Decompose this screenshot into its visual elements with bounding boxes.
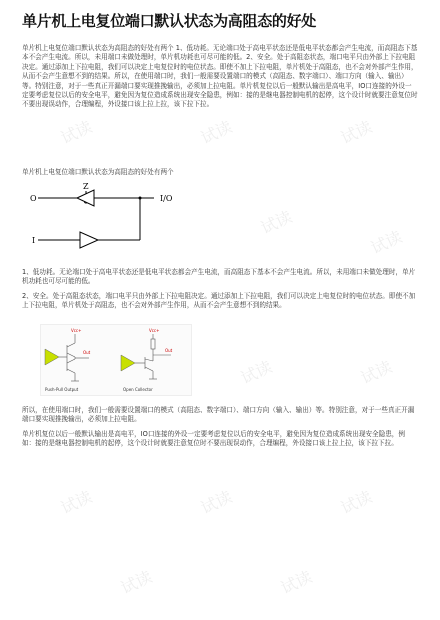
- vcc-left-label: Vcc+: [71, 328, 82, 333]
- watermark: 试读: [57, 117, 95, 148]
- paragraph-intro: 单片机上电复位端口默认状态为高阻态的好处有两个 1、低功耗。无论端口处于高电平状态还是低电平状态都会产生电流，而高阻态下基本不会产生电流。所以，未用端口未做处理时，单片机功耗也可尽可能的低。2、安全。处于高阻态状态，端口电平只由外部上下拉电阻决定。通过添加上下拉电阻，我们可以决定上电复位时的电位状态。即使不加上下拉电阻，单片机处于高阻态，也不会对外部产生作用，从而不会产生意想不到的结果。所以，在使用端口时，我们一般需要设置端口的模式（高阻态、数字端口）、端口方向（输入、输出）等。特别注意，对于一些真正开漏端口要实现推挽输出，必须加上拉电阻。单片机复位以后一般默认输出是高电平，IO口连接的外设一定要考虑复位以后的安全电平，避免因为复位造成系统出现安全隐患，例如：接的是继电器控制电机的起停，这个设计时就要注意复位时不要出现误动作，合理编程，外设接口该上拉上拉，该下拉下拉。: [22, 44, 418, 109]
- watermark: 试读: [277, 567, 315, 598]
- watermark: 试读: [197, 487, 235, 518]
- paragraph-reset-level: 单片机复位以后一般默认输出是高电平，IO口连接的外设一定要考虑复位以后的安全电平，避免因为复位造成系统出现安全隐患，例如：接的是继电器控制电机的起停，这个设计时就要注意复位时不要出现误动作，合理编程，外设接口该上拉上拉，该下拉下拉。: [22, 430, 405, 448]
- caption-push-pull: Push-Pull Output: [45, 387, 79, 392]
- watermark: 试读: [367, 227, 405, 258]
- tristate-buffer-diagram: [22, 182, 222, 254]
- watermark: 试读: [337, 117, 375, 148]
- label-o: O: [30, 194, 37, 203]
- watermark: 试读: [57, 487, 95, 518]
- watermark: 试读: [237, 357, 275, 388]
- watermark: 试读: [197, 117, 235, 148]
- watermark: 试读: [117, 567, 155, 598]
- input-buffer-triangle: [80, 232, 98, 248]
- open-collector-buffer: [121, 355, 135, 371]
- push-pull-buffer: [45, 349, 59, 365]
- label-io: I/O: [160, 194, 173, 203]
- watermark: 试读: [337, 487, 375, 518]
- paragraph-subheading: 单片机上电复位端口默认状态为高阻态的好处有两个: [22, 168, 174, 176]
- output-mode-figure: [40, 324, 192, 396]
- label-i: I: [32, 236, 36, 245]
- watermark: 试读: [357, 357, 395, 388]
- out-left-label: Out: [83, 350, 91, 355]
- vcc-right-label: Vcc+: [149, 328, 160, 333]
- out-right-label: Out: [165, 348, 173, 353]
- push-pull-open-collector-schematic: [41, 325, 191, 395]
- caption-open-collector: Open Collector: [123, 387, 153, 392]
- paragraph-port-config: 所以，在使用端口时，我们一般需要设置端口的模式（高阻态、数字端口）、端口方向（输入、输出）等。特别注意，对于一些真正开漏端口要实现推挽输出，必须加上拉电阻。: [22, 406, 415, 424]
- page-title: 单片机上电复位端口默认状态为高阻态的好处: [22, 12, 317, 30]
- label-z: Z: [83, 182, 89, 191]
- paragraph-safety: 2、安全。处于高阻态状态，端口电平只由外部上下拉电阻决定。通过添加上下拉电阻，我们可以决定上电复位时的电位状态。即使不加上下拉电阻，单片机处于高阻态，也不会对外部产生作用，从而不会产生意想不到的结果。: [22, 292, 416, 310]
- paragraph-low-power: 1、低功耗。无论端口处于高电平状态还是低电平状态都会产生电流，而高阻态下基本不会产生电流。所以，未用端口未做处理时，单片机功耗也可尽可能的低。: [22, 268, 416, 286]
- watermark: 试读: [257, 207, 295, 238]
